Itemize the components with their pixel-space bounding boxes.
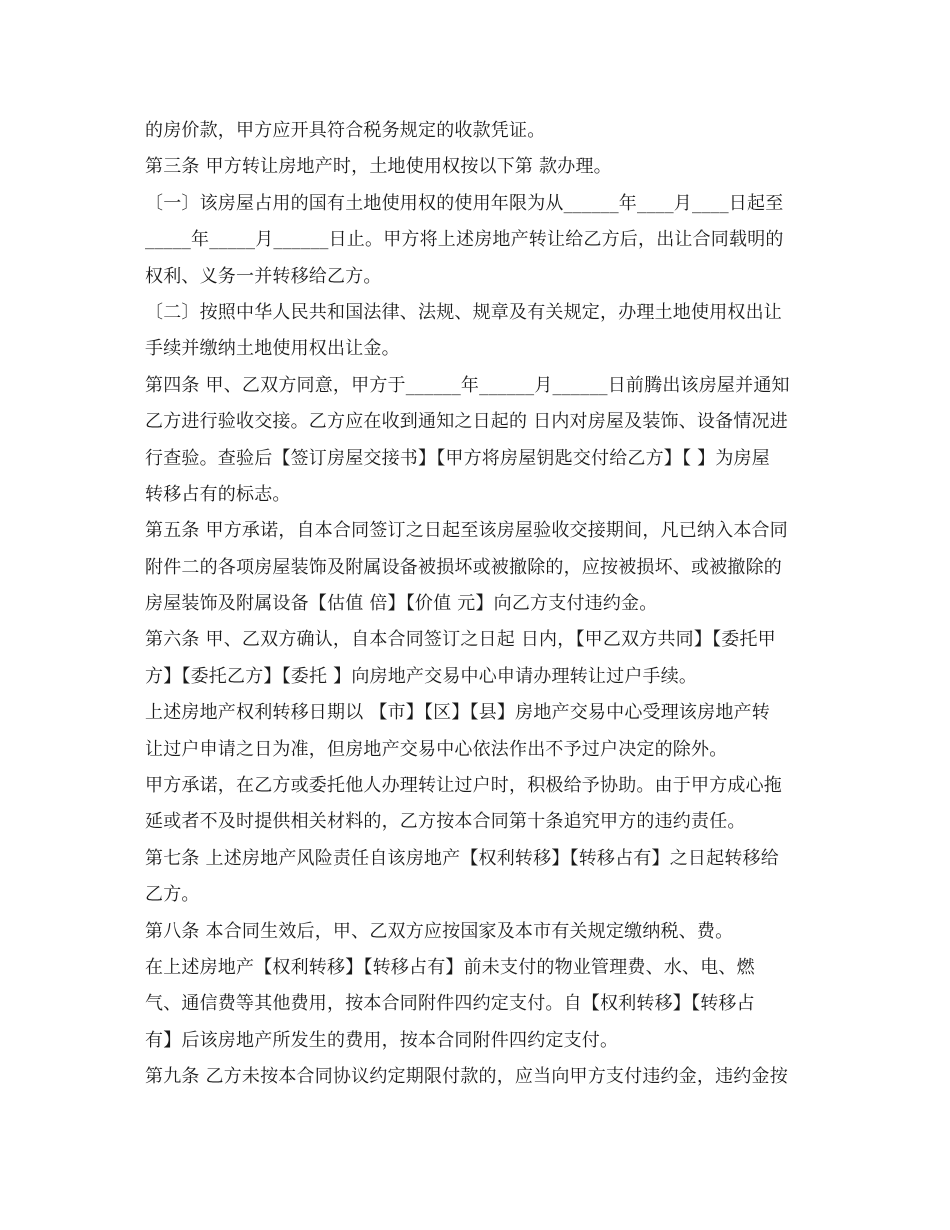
text-line: 第三条 甲方转让房地产时，土地使用权按以下第 款办理。 [145,156,612,178]
text-line: 有】后该房地产所发生的费用，按本合同附件四约定支付。 [145,1029,619,1051]
text-line: 第八条 本合同生效后，甲、乙双方应按国家及本市有关规定缴纳税、费。 [145,920,734,942]
text-line: 甲方承诺，在乙方或委托他人办理转让过户时，积极给予协助。由于甲方成心拖 [145,775,782,797]
text-line: 第四条 甲、乙双方同意，甲方于______年______月______日前腾出该房屋并通知 [145,374,790,396]
text-line: 转移占有的标志。 [145,483,291,505]
text-line: 〔二〕按照中华人民共和国法律、法规、规章及有关规定，办理土地使用权出让 [145,301,782,323]
text-line: 第七条 上述房地产风险责任自该房地产【权利转移】【转移占有】之日起转移给 [145,847,779,869]
text-line: 〔一〕该房屋占用的国有土地使用权的使用年限为从______年____月____日起至 [145,192,784,214]
text-line: 在上述房地产【权利转移】【转移占有】前未支付的物业管理费、水、电、燃 [145,956,755,978]
text-line: 第六条 甲、乙双方确认，自本合同签订之日起 日内，【甲乙双方共同】【委托甲 [145,629,776,651]
text-line: 上述房地产权利转移日期以 【市】【区】【县】房地产交易中心受理该房地产转 [145,702,770,724]
text-line: _____年_____月______日止。甲方将上述房地产转让给乙方后，出让合同载明的 [145,229,784,251]
text-line: 方】【委托乙方】【委托 】向房地产交易中心申请办理转让过户手续。 [145,665,698,687]
text-line: 第九条 乙方未按本合同协议约定期限付款的，应当向甲方支付违约金，违约金按 [145,1066,788,1088]
document-body [145,113,807,1096]
text-line: 手续并缴纳土地使用权出让金。 [145,338,400,360]
text-line: 附件二的各项房屋装饰及附属设备被损坏或被撤除的，应按被损坏、或被撤除的 [145,556,782,578]
text-line: 气、通信费等其他费用，按本合同附件四约定支付。自【权利转移】【转移占 [145,993,755,1015]
text-line: 让过户申请之日为准，但房地产交易中心依法作出不予过户决定的除外。 [145,738,728,760]
text-line: 行查验。查验后【签订房屋交接书】【甲方将房屋钥匙交付给乙方】【 】为房屋 [145,447,770,469]
text-line: 延或者不及时提供相关材料的，乙方按本合同第十条追究甲方的违约责任。 [145,811,746,833]
text-line: 乙方进行验收交接。乙方应在收到通知之日起的 日内对房屋及装饰、设备情况进 [145,411,788,433]
text-line: 房屋装饰及附属设备【估值 倍】【价值 元】向乙方支付违约金。 [145,593,658,615]
text-line: 第五条 甲方承诺，自本合同签订之日起至该房屋验收交接期间，凡已纳入本合同 [145,520,788,542]
text-line: 权利、义务一并转移给乙方。 [145,265,382,287]
text-line: 乙方。 [145,884,200,906]
text-line: 的房价款，甲方应开具符合税务规定的收款凭证。 [145,120,546,141]
